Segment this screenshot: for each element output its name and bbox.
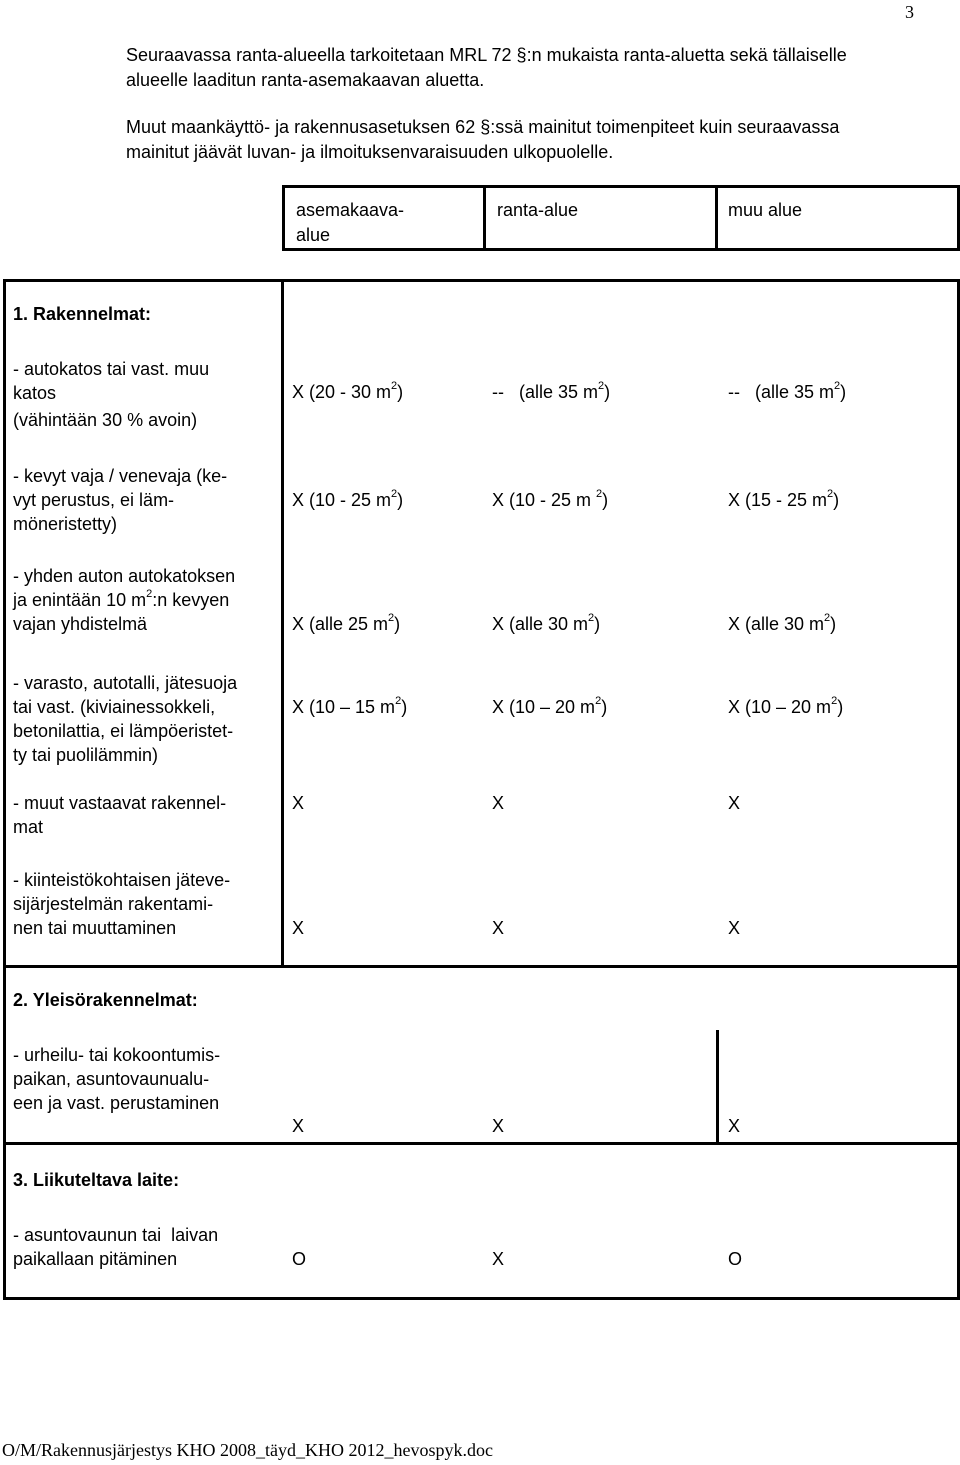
table-cell: X [728,793,741,813]
page-number: 3 [905,2,914,22]
row-label-asuntovaunu: - asuntovaunun tai laivan paikallaan pitäminen [13,1225,219,1269]
table-cell: -- (alle 35 $m^2$) [492,380,611,402]
table-divider [3,965,960,968]
section-title-yleisorakennelmat: 2. Yleisörakennelmat: [13,990,198,1010]
table-cell: X (15 - 25 $m^2$) [728,488,840,510]
row-label-varasto: - varasto, autotalli, jätesuoja tai vast. (kiviainessokkeli, betonilattia, ei lämpöeristet- ty tai puolilämmin) [13,673,238,765]
table-cell: X (10 - 25 m $^2$) [492,488,609,510]
table-divider [3,1142,960,1145]
row-label-urheilu-paikka: - urheilu- tai kokoontumis- paikan, asuntovaunualu- een ja vast. perustaminen [13,1045,221,1113]
table-cell: X (10 – 20 $m^2$) [728,695,844,717]
table-cell: O [292,1249,307,1269]
table-cell: X [292,793,305,813]
table-cell: X [492,1249,505,1269]
row-label-autokatos: - autokatos tai vast. muu katos (vähintään 30 % avoin) [13,359,210,430]
row-label-muut-rakennelmat: - muut vastaavat rakennel- mat [13,793,227,837]
header-label-ranta-alue: ranta-alue [497,200,579,220]
table-divider [281,279,284,968]
section-title-rakennelmat: 1. Rakennelmat: [13,304,152,324]
table-cell: X [492,793,505,813]
table-cell: X (alle 30 $m^2$) [492,612,601,634]
table-cell: X [292,918,305,938]
table-cell: X (10 – 15 $m^2$) [292,695,408,717]
intro-line: mainitut jäävät luvan- ja ilmoituksenvaraisuuden ulkopuolelle. [126,142,614,162]
regulation-table [3,279,960,1300]
table-cell: X (10 – 20 $m^2$) [492,695,608,717]
table-cell: X [728,1116,741,1136]
table-cell: X [492,1116,505,1136]
table-cell: X (alle 30 $m^2$) [728,612,837,634]
table-cell: -- (alle 35 $m^2$) [728,380,847,402]
section-title-liikuteltava-laite: 3. Liikuteltava laite: [13,1170,180,1190]
intro-line: Seuraavassa ranta-alueella tarkoitetaan MRL 72 §:n mukaista ranta-aluetta sekä tällaiselle [126,45,847,65]
table-cell: X (10 - 25 $m^2$) [292,488,404,510]
row-label-jatevesijarjestelma: - kiinteistökohtaisen jäteve- sijärjestelmän rakentami- nen tai muuttaminen [13,870,231,938]
document-footer: O/M/Rakennusjärjestys KHO 2008_täyd_KHO 2012_hevospyk.doc [2,1440,493,1460]
intro-line: alueelle laaditun ranta-asemakaavan aluetta. [126,70,485,90]
intro-paragraph-1 [126,43,956,93]
intro-paragraph-2 [126,115,956,165]
header-label-muu-alue: muu alue [728,200,803,220]
header-label-asemakaava-alue: asemakaava- alue [296,200,405,245]
table-divider [716,1030,719,1143]
table-cell: O [728,1249,743,1269]
table-cell: X [292,1116,305,1136]
table-cell: X [728,918,741,938]
table-cell: X [492,918,505,938]
table-cell: X (alle 25 $m^2$) [292,612,401,634]
intro-line: Muut maankäyttö- ja rakennusasetuksen 62 §:ssä mainitut toimenpiteet kuin seuraavassa [126,117,840,137]
row-label-autokatos-ja-vaja: - yhden auton autokatoksen ja enintään 10 $m^2:n$ kevyen vajan yhdistelmä [13,566,236,634]
table-cell: X (20 - 30 $m^2$) [292,380,404,402]
row-label-kevyt-vaja: - kevyt vaja / venevaja (ke- vyt perustus, ei läm- möneristetty) [13,466,228,534]
